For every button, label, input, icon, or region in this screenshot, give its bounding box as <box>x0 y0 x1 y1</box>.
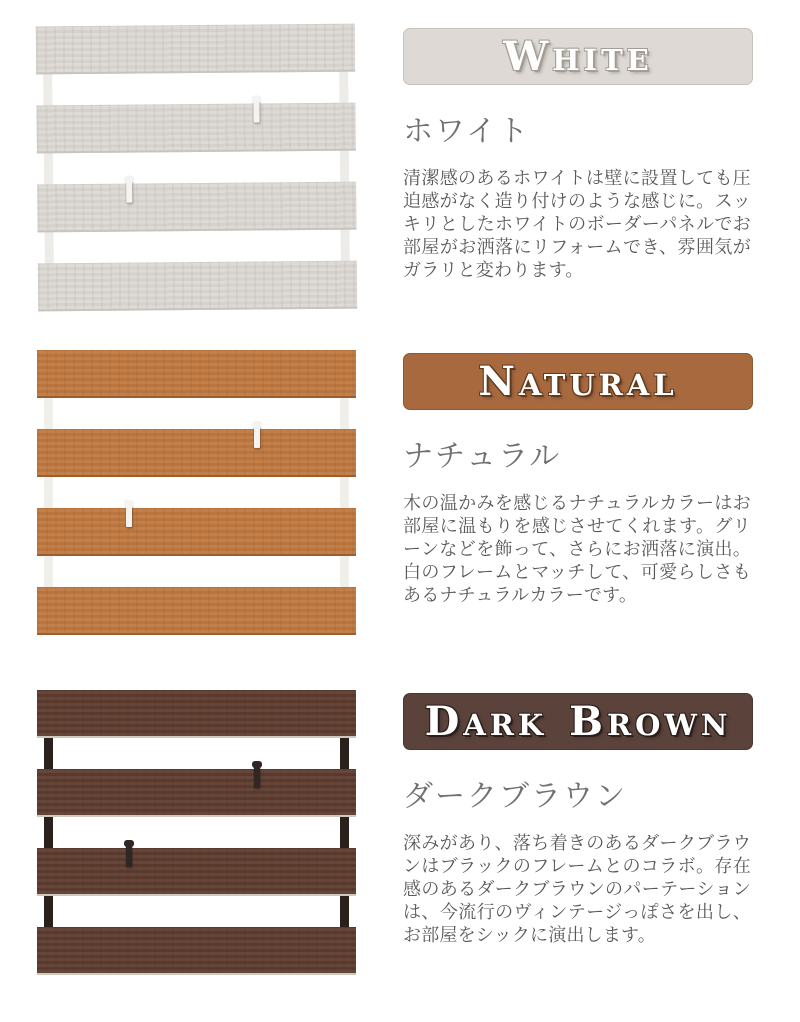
color-banner-natural <box>403 353 753 410</box>
color-section-white <box>0 25 800 325</box>
panel-slat <box>37 927 356 975</box>
color-section-dark-brown <box>0 690 800 990</box>
hanger-hook <box>254 422 260 448</box>
panel-slat <box>36 24 355 75</box>
panel-slat <box>37 182 356 233</box>
panel-photo-natural <box>37 350 356 635</box>
panel-slat <box>37 350 356 398</box>
panel-photo-white <box>36 24 357 312</box>
hanger-hook <box>126 177 132 203</box>
panel-photo-dark-brown <box>37 690 356 975</box>
panel-slat <box>37 848 356 896</box>
panel-slat <box>37 429 356 477</box>
color-name-heading: ナチュラル <box>403 440 562 473</box>
panel-slat <box>36 103 355 154</box>
color-name-heading: ホワイト <box>403 115 531 148</box>
color-info-white <box>403 25 755 282</box>
panel-slat <box>37 508 356 556</box>
hanger-hook <box>253 96 259 122</box>
panel-slat <box>38 261 357 312</box>
panel-slat <box>37 769 356 817</box>
banner-label: WHITE <box>503 33 653 80</box>
hanger-hook <box>126 841 132 867</box>
color-info-dark-brown <box>403 690 755 947</box>
color-description: 清潔感のあるホワイトは壁に設置しても圧迫感がなく造り付けのような感じに。スッキリとしたホワイトのボーダーパネルでお部屋がお洒落にリフォームでき、雰囲気がガラリと変わります。 <box>403 168 751 281</box>
panel-slat <box>37 690 356 738</box>
banner-label: DARK BROWN <box>424 698 732 745</box>
hanger-hook <box>254 762 260 788</box>
color-info-natural <box>403 350 755 607</box>
color-description: 深みがあり、落ち着きのあるダークブラウンはブラックのフレームとのコラボ。存在感のあるダークブラウンのパーテーションは、今流行のヴィンテージっぽさを出し、お部屋をシックに演出します。 <box>403 833 751 946</box>
color-banner-white <box>403 28 753 85</box>
hanger-hook <box>126 501 132 527</box>
color-description: 木の温かみを感じるナチュラルカラーはお部屋に温もりを感じさせてくれます。グリーンなどを飾って、さらにお洒落に演出。白のフレームとマッチして、可愛らしさもあるナチュラルカラーです。 <box>403 493 751 606</box>
color-section-natural <box>0 350 800 650</box>
banner-label: NATURAL <box>478 358 678 405</box>
panel-slat <box>37 587 356 635</box>
color-banner-dark-brown <box>403 693 753 750</box>
color-name-heading: ダークブラウン <box>403 780 627 813</box>
